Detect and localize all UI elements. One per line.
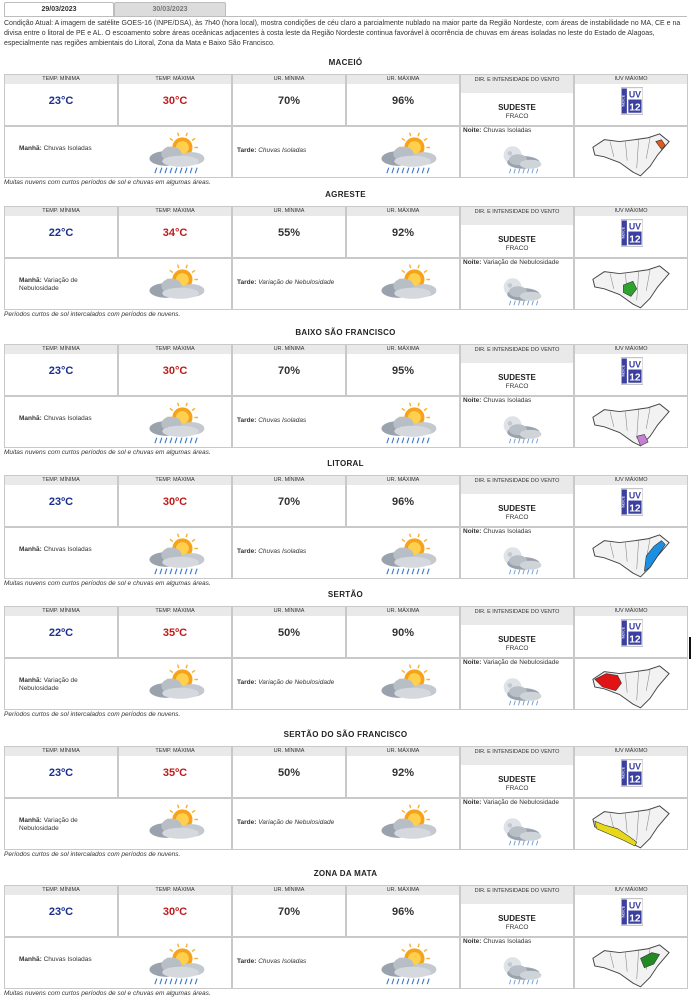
temp-max-cell xyxy=(118,206,232,258)
humidity-min-cell xyxy=(232,885,346,937)
afternoon-forecast xyxy=(237,279,367,287)
temp-max-header: TEMP. MÁXIMA xyxy=(119,207,231,216)
region-forecast-table xyxy=(4,344,688,448)
night-text: Chuvas Isoladas xyxy=(483,127,532,134)
humidity-max-cell xyxy=(346,885,460,937)
temp-min-value: 23ºC xyxy=(48,496,74,508)
temp-min-value: 23ºC xyxy=(48,767,74,779)
uv-cell xyxy=(574,475,688,527)
svg-text:ÍNDICE: ÍNDICE xyxy=(621,226,626,240)
svg-text:ÍNDICE: ÍNDICE xyxy=(621,495,626,509)
temp-min-header: TEMP. MÍNIMA xyxy=(5,747,117,756)
night-cell xyxy=(460,798,574,850)
afternoon-cell xyxy=(232,527,460,579)
night-cloudy-rain-icon xyxy=(491,950,545,991)
afternoon-forecast xyxy=(237,548,367,556)
temp-max-cell xyxy=(118,475,232,527)
wind-intensity: FRACO xyxy=(505,785,529,792)
night-cloudy-rain-icon xyxy=(491,811,545,852)
partly-cloudy-rain-icon xyxy=(143,532,209,581)
humidity-max-value: 96% xyxy=(391,95,415,107)
morning-cell xyxy=(4,527,232,579)
humidity-min-header: UR. MÍNIMA xyxy=(233,607,345,616)
afternoon-forecast xyxy=(237,147,367,155)
temp-max-value: 30°C xyxy=(162,365,188,377)
uv-cell xyxy=(574,606,688,658)
humidity-min-value: 70% xyxy=(277,496,301,508)
uv-cell xyxy=(574,885,688,937)
night-label: Noite: xyxy=(463,938,482,945)
region-title: ZONA DA MATA xyxy=(313,869,378,878)
temp-min-header: TEMP. MÍNIMA xyxy=(5,476,117,485)
night-cell xyxy=(460,396,574,448)
uv-cell xyxy=(574,206,688,258)
afternoon-label: Tarde: xyxy=(237,819,257,826)
humidity-min-value: 70% xyxy=(277,365,301,377)
night-text: Variação de Nebulosidade xyxy=(483,259,559,266)
afternoon-label: Tarde: xyxy=(237,279,257,286)
region-summary-note: Muitas nuvens com curtos períodos de sol e chuvas em algumas áreas. xyxy=(4,449,211,456)
morning-forecast xyxy=(19,415,103,423)
region-title: BAIXO SÃO FRANCISCO xyxy=(295,328,396,337)
region-map-cell xyxy=(574,658,688,710)
temp-min-cell xyxy=(4,475,118,527)
wind-direction: SUDESTE xyxy=(498,373,536,382)
region-forecast-table xyxy=(4,746,688,850)
morning-label: Manhã: xyxy=(19,415,42,422)
night-label: Noite: xyxy=(463,259,482,266)
uv-cell xyxy=(574,344,688,396)
partly-cloudy-rain-icon xyxy=(375,131,441,180)
night-cell xyxy=(460,658,574,710)
afternoon-cell xyxy=(232,798,460,850)
svg-text:UV: UV xyxy=(628,221,642,232)
uv-cell xyxy=(574,746,688,798)
night-text: Variação de Nebulosidade xyxy=(483,799,559,806)
temp-max-cell xyxy=(118,746,232,798)
svg-text:ÍNDICE: ÍNDICE xyxy=(621,364,626,378)
afternoon-forecast xyxy=(237,417,367,425)
region-map-cell xyxy=(574,798,688,850)
uv-header: IUV MÁXIMO xyxy=(575,607,687,616)
morning-forecast xyxy=(19,277,103,293)
svg-text:ÍNDICE: ÍNDICE xyxy=(621,626,626,640)
region-summary-note: Muitas nuvens com curtos períodos de sol e chuvas em algumas áreas. xyxy=(4,580,211,587)
night-label: Noite: xyxy=(463,799,482,806)
svg-text:12: 12 xyxy=(629,774,641,786)
morning-cell xyxy=(4,396,232,448)
wind-direction: SUDESTE xyxy=(498,235,536,244)
region-map-cell xyxy=(574,258,688,310)
afternoon-label: Tarde: xyxy=(237,679,257,686)
temp-min-cell xyxy=(4,344,118,396)
humidity-max-value: 96% xyxy=(391,496,415,508)
morning-forecast xyxy=(19,677,103,693)
partly-cloudy-rain-icon xyxy=(143,942,209,991)
region-title: SERTÃO xyxy=(327,590,364,599)
temp-max-cell xyxy=(118,606,232,658)
humidity-max-header: UR. MÁXIMA xyxy=(347,75,459,84)
region-forecast-table xyxy=(4,475,688,579)
svg-text:12: 12 xyxy=(629,913,641,925)
region-forecast-table xyxy=(4,74,688,178)
afternoon-text: Variação de Nebulosidade xyxy=(258,679,335,686)
morning-label: Manhã: xyxy=(19,546,42,553)
humidity-max-cell xyxy=(346,606,460,658)
humidity-min-cell xyxy=(232,746,346,798)
afternoon-label: Tarde: xyxy=(237,417,257,424)
uv-header: IUV MÁXIMO xyxy=(575,207,687,216)
night-label: Noite: xyxy=(463,659,482,666)
humidity-max-cell xyxy=(346,344,460,396)
temp-max-header: TEMP. MÁXIMA xyxy=(119,607,231,616)
humidity-min-header: UR. MÍNIMA xyxy=(233,886,345,895)
alagoas-region-map-icon xyxy=(591,939,671,994)
partly-cloudy-icon xyxy=(143,263,209,312)
morning-text: Chuvas Isoladas xyxy=(43,145,92,152)
morning-label: Manhã: xyxy=(19,677,42,684)
humidity-min-value: 70% xyxy=(277,906,301,918)
morning-cell xyxy=(4,798,232,850)
humidity-max-header: UR. MÁXIMA xyxy=(347,207,459,216)
morning-forecast xyxy=(19,546,103,554)
night-cloudy-rain-icon xyxy=(491,671,545,712)
partly-cloudy-rain-icon xyxy=(375,532,441,581)
night-cell xyxy=(460,527,574,579)
night-forecast xyxy=(463,397,573,405)
temp-max-header: TEMP. MÁXIMA xyxy=(119,747,231,756)
temp-min-header: TEMP. MÍNIMA xyxy=(5,75,117,84)
morning-text: Variação de Nebulosidade xyxy=(19,817,78,832)
afternoon-text: Chuvas Isoladas xyxy=(258,147,307,154)
night-label: Noite: xyxy=(463,528,482,535)
region-summary-note: Muitas nuvens com curtos períodos de sol e chuvas em algumas áreas. xyxy=(4,179,211,186)
humidity-max-cell xyxy=(346,746,460,798)
morning-text: Chuvas Isoladas xyxy=(43,956,92,963)
alagoas-region-map-icon xyxy=(591,128,671,183)
region-summary-note: Períodos curtos de sol intercalados com períodos de nuvens. xyxy=(4,311,181,318)
afternoon-cell xyxy=(232,258,460,310)
temp-min-header: TEMP. MÍNIMA xyxy=(5,345,117,354)
partly-cloudy-rain-icon xyxy=(143,131,209,180)
humidity-min-value: 50% xyxy=(277,627,301,639)
partly-cloudy-rain-icon xyxy=(375,942,441,991)
uv-index-icon xyxy=(621,219,643,252)
morning-label: Manhã: xyxy=(19,817,42,824)
morning-text: Variação de Nebulosidade xyxy=(19,677,78,692)
temp-max-value: 35ºC xyxy=(162,627,188,639)
svg-text:12: 12 xyxy=(629,372,641,384)
afternoon-label: Tarde: xyxy=(237,548,257,555)
morning-cell xyxy=(4,658,232,710)
morning-label: Manhã: xyxy=(19,956,42,963)
temp-min-cell xyxy=(4,74,118,126)
alagoas-region-map-icon xyxy=(591,660,671,715)
wind-direction: SUDESTE xyxy=(498,775,536,784)
svg-text:UV: UV xyxy=(628,900,642,911)
svg-text:12: 12 xyxy=(629,102,641,114)
svg-text:UV: UV xyxy=(628,621,642,632)
afternoon-text: Variação de Nebulosidade xyxy=(258,279,335,286)
tab-divider xyxy=(4,16,687,17)
night-forecast xyxy=(463,938,573,946)
wind-direction: SUDESTE xyxy=(498,103,536,112)
morning-forecast xyxy=(19,145,103,153)
wind-cell xyxy=(460,885,574,937)
svg-text:12: 12 xyxy=(629,234,641,246)
humidity-min-cell xyxy=(232,344,346,396)
uv-header: IUV MÁXIMO xyxy=(575,747,687,756)
wind-direction: SUDESTE xyxy=(498,504,536,513)
svg-text:ÍNDICE: ÍNDICE xyxy=(621,766,626,780)
uv-header: IUV MÁXIMO xyxy=(575,476,687,485)
wind-direction: SUDESTE xyxy=(498,635,536,644)
wind-header: DIR. E INTENSIDADE DO VENTO xyxy=(461,75,573,93)
region-title: SERTÃO DO SÃO FRANCISCO xyxy=(283,730,408,739)
night-cloudy-rain-icon xyxy=(491,540,545,581)
temp-max-header: TEMP. MÁXIMA xyxy=(119,75,231,84)
uv-cell xyxy=(574,74,688,126)
region-summary-note: Períodos curtos de sol intercalados com períodos de nuvens. xyxy=(4,851,181,858)
night-cloudy-rain-icon xyxy=(491,271,545,312)
humidity-min-value: 70% xyxy=(277,95,301,107)
svg-text:UV: UV xyxy=(628,89,642,100)
uv-index-icon xyxy=(621,488,643,521)
region-forecast-table xyxy=(4,606,688,710)
humidity-max-cell xyxy=(346,206,460,258)
humidity-min-cell xyxy=(232,475,346,527)
humidity-max-header: UR. MÁXIMA xyxy=(347,476,459,485)
alagoas-region-map-icon xyxy=(591,800,671,855)
partly-cloudy-icon xyxy=(375,663,441,712)
region-forecast-table xyxy=(4,206,688,310)
night-forecast xyxy=(463,659,573,667)
alagoas-region-map-icon xyxy=(591,529,671,584)
partly-cloudy-icon xyxy=(375,803,441,852)
humidity-min-header: UR. MÍNIMA xyxy=(233,75,345,84)
wind-cell xyxy=(460,475,574,527)
uv-header: IUV MÁXIMO xyxy=(575,75,687,84)
morning-text: Chuvas Isoladas xyxy=(43,415,92,422)
temp-max-header: TEMP. MÁXIMA xyxy=(119,476,231,485)
wind-cell xyxy=(460,344,574,396)
afternoon-cell xyxy=(232,126,460,178)
night-text: Variação de Nebulosidade xyxy=(483,659,559,666)
morning-forecast xyxy=(19,956,103,964)
region-map-cell xyxy=(574,396,688,448)
night-cloudy-rain-icon xyxy=(491,409,545,450)
region-forecast-table xyxy=(4,885,688,989)
temp-max-header: TEMP. MÁXIMA xyxy=(119,886,231,895)
partly-cloudy-rain-icon xyxy=(143,401,209,450)
temp-max-cell xyxy=(118,344,232,396)
night-text: Chuvas Isoladas xyxy=(483,938,532,945)
svg-text:UV: UV xyxy=(628,490,642,501)
temp-max-value: 34°C xyxy=(162,227,188,239)
temp-min-header: TEMP. MÍNIMA xyxy=(5,607,117,616)
humidity-min-value: 55% xyxy=(277,227,301,239)
region-map-cell xyxy=(574,527,688,579)
region-title: LITORAL xyxy=(327,459,364,468)
night-text: Chuvas Isoladas xyxy=(483,528,532,535)
partly-cloudy-icon xyxy=(375,263,441,312)
region-title: AGRESTE xyxy=(325,190,366,199)
afternoon-label: Tarde: xyxy=(237,958,257,965)
night-forecast xyxy=(463,528,573,536)
afternoon-cell xyxy=(232,396,460,448)
temp-min-cell xyxy=(4,885,118,937)
wind-header: DIR. E INTENSIDADE DO VENTO xyxy=(461,747,573,765)
morning-cell xyxy=(4,258,232,310)
humidity-max-cell xyxy=(346,74,460,126)
region-map-cell xyxy=(574,126,688,178)
night-cell xyxy=(460,258,574,310)
temp-min-cell xyxy=(4,746,118,798)
morning-label: Manhã: xyxy=(19,145,42,152)
afternoon-cell xyxy=(232,658,460,710)
humidity-max-value: 92% xyxy=(391,227,415,239)
wind-header: DIR. E INTENSIDADE DO VENTO xyxy=(461,476,573,494)
wind-intensity: FRACO xyxy=(505,245,529,252)
morning-cell xyxy=(4,126,232,178)
night-cloudy-rain-icon xyxy=(491,139,545,180)
night-label: Noite: xyxy=(463,127,482,134)
afternoon-label: Tarde: xyxy=(237,147,257,154)
humidity-min-header: UR. MÍNIMA xyxy=(233,476,345,485)
wind-intensity: FRACO xyxy=(505,924,529,931)
temp-max-value: 30ºC xyxy=(162,906,188,918)
temp-min-value: 23°C xyxy=(48,365,74,377)
svg-text:12: 12 xyxy=(629,503,641,515)
uv-index-icon xyxy=(621,619,643,652)
region-map-cell xyxy=(574,937,688,989)
temp-max-header: TEMP. MÁXIMA xyxy=(119,345,231,354)
humidity-max-header: UR. MÁXIMA xyxy=(347,747,459,756)
humidity-max-header: UR. MÁXIMA xyxy=(347,607,459,616)
tab-day-1[interactable]: 29/03/2023 xyxy=(4,2,114,17)
night-cell xyxy=(460,126,574,178)
afternoon-text: Chuvas Isoladas xyxy=(258,417,307,424)
partly-cloudy-rain-icon xyxy=(375,401,441,450)
wind-intensity: FRACO xyxy=(505,645,529,652)
svg-text:UV: UV xyxy=(628,359,642,370)
wind-intensity: FRACO xyxy=(505,514,529,521)
temp-max-value: 30ºC xyxy=(162,496,188,508)
wind-cell xyxy=(460,74,574,126)
temp-min-value: 23°C xyxy=(48,95,74,107)
uv-index-icon xyxy=(621,357,643,390)
svg-text:UV: UV xyxy=(628,761,642,772)
region-summary-note: Períodos curtos de sol intercalados com períodos de nuvens. xyxy=(4,711,181,718)
afternoon-cell xyxy=(232,937,460,989)
temp-min-value: 22ºC xyxy=(48,627,74,639)
night-cell xyxy=(460,937,574,989)
morning-label: Manhã: xyxy=(19,277,42,284)
temp-min-cell xyxy=(4,206,118,258)
night-forecast xyxy=(463,799,573,807)
temp-min-header: TEMP. MÍNIMA xyxy=(5,886,117,895)
humidity-max-value: 96% xyxy=(391,906,415,918)
wind-cell xyxy=(460,746,574,798)
humidity-min-header: UR. MÍNIMA xyxy=(233,747,345,756)
temp-min-cell xyxy=(4,606,118,658)
afternoon-forecast xyxy=(237,679,367,687)
afternoon-text: Chuvas Isoladas xyxy=(258,958,307,965)
uv-index-icon xyxy=(621,87,643,120)
humidity-max-cell xyxy=(346,475,460,527)
temp-min-value: 22°C xyxy=(48,227,74,239)
temp-max-cell xyxy=(118,885,232,937)
wind-header: DIR. E INTENSIDADE DO VENTO xyxy=(461,207,573,225)
wind-cell xyxy=(460,606,574,658)
humidity-max-value: 95% xyxy=(391,365,415,377)
wind-cell xyxy=(460,206,574,258)
humidity-min-cell xyxy=(232,206,346,258)
night-label: Noite: xyxy=(463,397,482,404)
wind-intensity: FRACO xyxy=(505,113,529,120)
region-title: MACEIÓ xyxy=(328,58,363,67)
wind-header: DIR. E INTENSIDADE DO VENTO xyxy=(461,607,573,625)
uv-index-icon xyxy=(621,898,643,931)
night-text: Chuvas Isoladas xyxy=(483,397,532,404)
uv-header: IUV MÁXIMO xyxy=(575,886,687,895)
temp-max-value: 30°C xyxy=(162,95,188,107)
humidity-min-cell xyxy=(232,606,346,658)
partly-cloudy-icon xyxy=(143,803,209,852)
humidity-max-header: UR. MÁXIMA xyxy=(347,345,459,354)
humidity-min-cell xyxy=(232,74,346,126)
alagoas-region-map-icon xyxy=(591,260,671,315)
uv-header: IUV MÁXIMO xyxy=(575,345,687,354)
humidity-min-value: 50% xyxy=(277,767,301,779)
humidity-max-value: 90% xyxy=(391,627,415,639)
morning-forecast xyxy=(19,817,103,833)
current-condition-text: Condição Atual: A imagem de satélite GOES-16 (INPE/DSA), às 7h40 (hora local), mostra condições de céu claro a parcialmente nublado na maior parte da Região Nordeste, com áreas de instabilidade no MA, CE e na divisa entre o litoral de PE e AL. O escoamento sobre áreas oceânicas adjacentes à costa leste da Região Nordeste continua favorável à ocorrência de chuvas em áreas isoladas no leste do Estado de Alagoas, especialmente nas regiões ambientais do Litoral, Zona da Mata e Baixo São Francisco. xyxy=(4,20,681,47)
afternoon-text: Variação de Nebulosidade xyxy=(258,819,335,826)
partly-cloudy-icon xyxy=(143,663,209,712)
temp-max-cell xyxy=(118,74,232,126)
wind-intensity: FRACO xyxy=(505,383,529,390)
night-forecast xyxy=(463,259,573,267)
temp-min-value: 23ºC xyxy=(48,906,74,918)
humidity-min-header: UR. MÍNIMA xyxy=(233,207,345,216)
svg-text:ÍNDICE: ÍNDICE xyxy=(621,905,626,919)
svg-text:ÍNDICE: ÍNDICE xyxy=(621,94,626,108)
humidity-min-header: UR. MÍNIMA xyxy=(233,345,345,354)
tab-day-2[interactable]: 30/03/2023 xyxy=(114,2,226,17)
temp-max-value: 35ºC xyxy=(162,767,188,779)
afternoon-forecast xyxy=(237,958,367,966)
svg-text:12: 12 xyxy=(629,634,641,646)
wind-header: DIR. E INTENSIDADE DO VENTO xyxy=(461,345,573,363)
morning-text: Variação de Nebulosidade xyxy=(19,277,78,292)
region-summary-note: Muitas nuvens com curtos períodos de sol e chuvas em algumas áreas. xyxy=(4,990,211,997)
afternoon-text: Chuvas Isoladas xyxy=(258,548,307,555)
alagoas-region-map-icon xyxy=(591,398,671,453)
temp-min-header: TEMP. MÍNIMA xyxy=(5,207,117,216)
wind-header: DIR. E INTENSIDADE DO VENTO xyxy=(461,886,573,904)
morning-text: Chuvas Isoladas xyxy=(43,546,92,553)
night-forecast xyxy=(463,127,573,135)
humidity-max-value: 92% xyxy=(391,767,415,779)
wind-direction: SUDESTE xyxy=(498,914,536,923)
morning-cell xyxy=(4,937,232,989)
afternoon-forecast xyxy=(237,819,367,827)
humidity-max-header: UR. MÁXIMA xyxy=(347,886,459,895)
uv-index-icon xyxy=(621,759,643,792)
